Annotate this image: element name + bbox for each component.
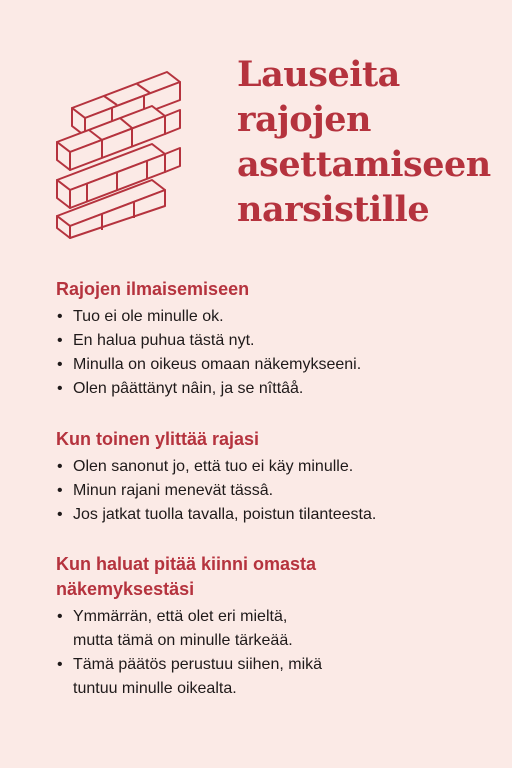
list-item	[56, 605, 476, 653]
list-item	[56, 455, 476, 479]
bullet-icon: •	[57, 356, 63, 373]
list-item-text: Olen pâättänyt nâin, ja se nîttâå.	[73, 380, 304, 397]
brick-wall-icon	[52, 70, 192, 240]
section-heading	[56, 552, 476, 602]
phrase-list	[56, 455, 476, 527]
bullet-icon: •	[57, 656, 63, 673]
list-item-text: tuntuu minulle oikealta.	[73, 680, 237, 697]
list-item	[56, 329, 476, 353]
title-line: rajojen	[237, 99, 372, 140]
bullet-icon: •	[57, 380, 63, 397]
title-line: asettamiseen	[237, 144, 491, 185]
list-item-text: Tuo ei ole minulle ok.	[73, 308, 224, 325]
section-holding-your-view	[56, 552, 476, 701]
list-item-text: En halua puhua tästä nyt.	[73, 332, 255, 349]
list-item-text: Jos jatkat tuolla tavalla, poistun tilanteesta.	[73, 506, 377, 523]
list-item	[56, 377, 476, 401]
bullet-icon: •	[57, 482, 63, 499]
list-item	[56, 305, 476, 329]
list-item	[56, 479, 476, 503]
bullet-icon: •	[57, 506, 63, 523]
title-line: Lauseita	[237, 54, 400, 95]
section-heading: Kun toinen ylittää rajasi	[56, 429, 260, 449]
list-item-text: Minun rajani menevät tässâ.	[73, 482, 274, 499]
bullet-icon: •	[57, 332, 63, 349]
bullet-icon: •	[57, 608, 63, 625]
list-item-text: mutta tämä on minulle tärkeää.	[73, 632, 293, 649]
list-item	[56, 503, 476, 527]
section-heading: Rajojen ilmaisemiseen	[56, 279, 250, 299]
section-heading-line: Kun haluat pitää kiinni omasta	[56, 554, 317, 574]
list-item-text: Olen sanonut jo, että tuo ei käy minulle.	[73, 458, 354, 475]
list-item-text: Tämä päätös perustuu siihen, mikä	[73, 656, 323, 673]
page-title	[237, 52, 507, 232]
bullet-icon: •	[57, 458, 63, 475]
section-crossed-boundaries	[56, 427, 476, 527]
list-item	[56, 353, 476, 377]
title-line: narsistille	[237, 189, 430, 230]
phrase-list	[56, 305, 476, 401]
list-item	[56, 653, 476, 701]
section-expressing-boundaries	[56, 277, 476, 401]
list-item-text: Ymmärrän, että olet eri mieltä,	[73, 608, 288, 625]
phrase-list	[56, 605, 476, 701]
list-item-text: Minulla on oikeus omaan näkemykseeni.	[73, 356, 362, 373]
bullet-icon: •	[57, 308, 63, 325]
section-heading-line: näkemyksestäsi	[56, 579, 195, 599]
